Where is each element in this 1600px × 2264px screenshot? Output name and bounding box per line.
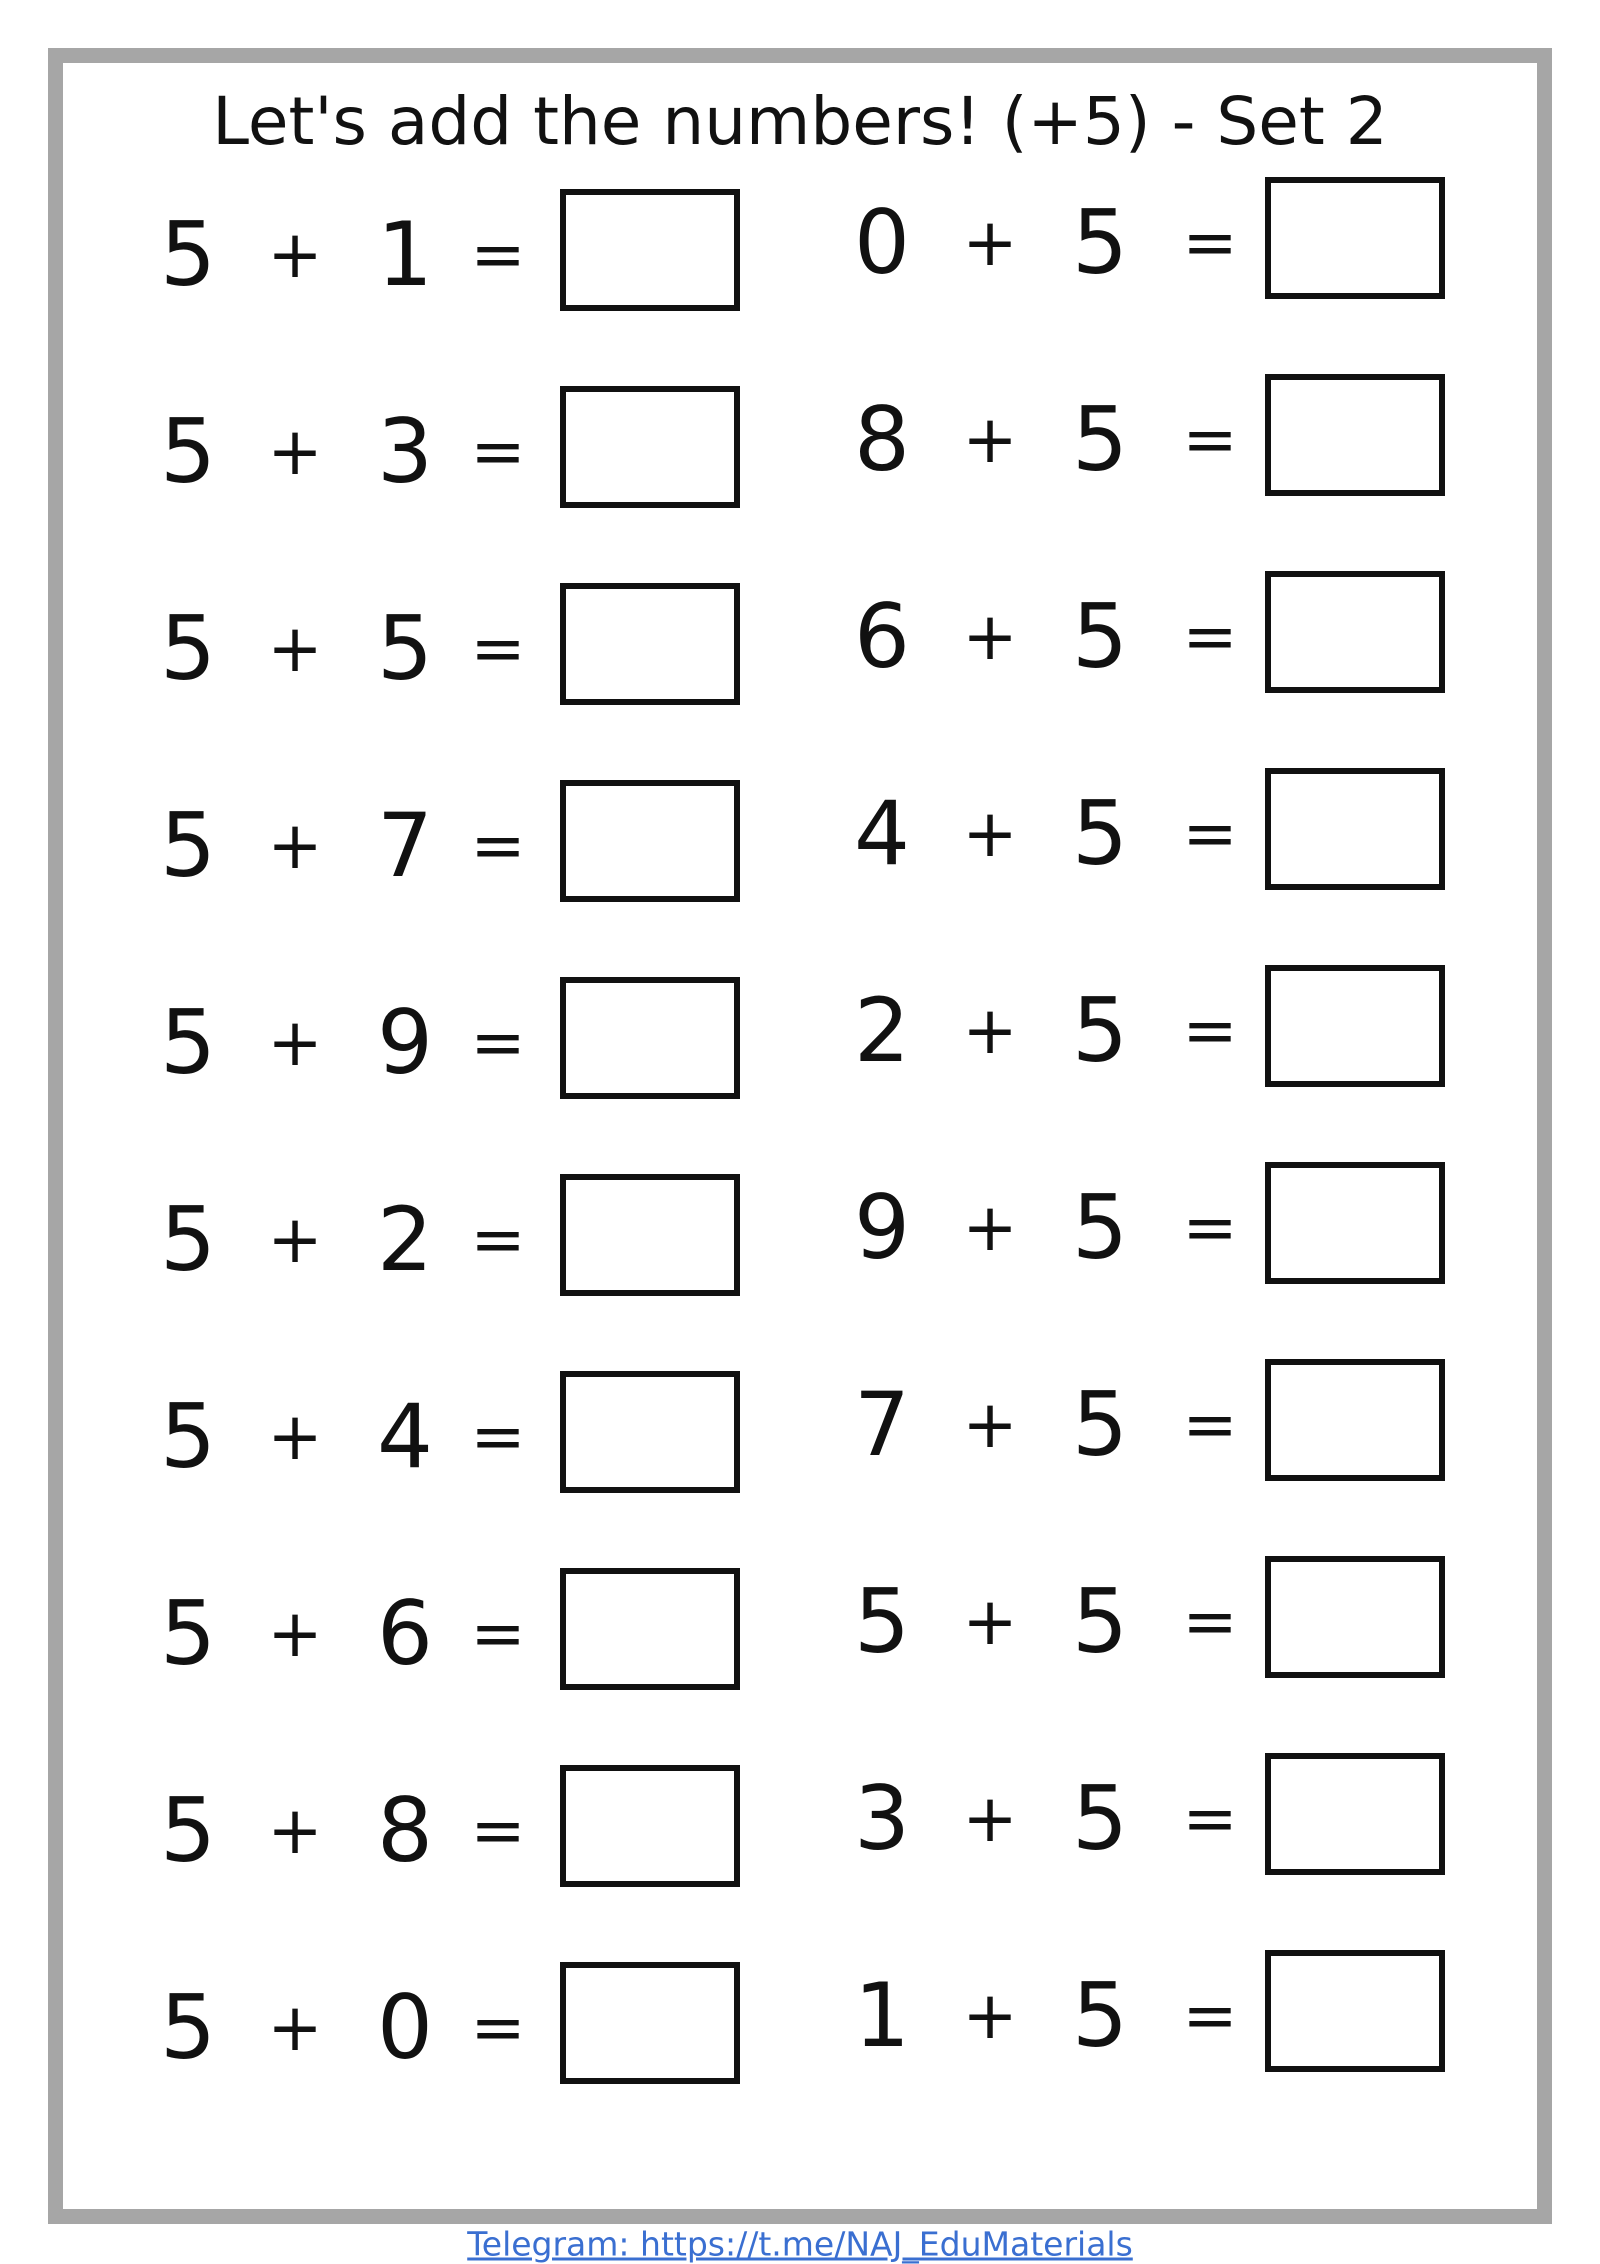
- plus-sign: +: [962, 204, 1018, 281]
- equals-sign: =: [1182, 598, 1238, 675]
- answer-box[interactable]: [560, 1962, 740, 2084]
- answer-box[interactable]: [560, 1371, 740, 1493]
- first-addend: 4: [854, 782, 910, 885]
- telegram-link[interactable]: Telegram: https://t.me/NAJ_EduMaterials: [467, 2224, 1133, 2264]
- second-addend: 5: [1072, 1176, 1128, 1279]
- math-problem: [820, 1753, 1420, 1885]
- second-addend: 8: [377, 1779, 433, 1882]
- equals-sign: =: [1182, 204, 1238, 281]
- equals-sign: =: [470, 1595, 526, 1672]
- plus-sign: +: [267, 1792, 323, 1869]
- answer-box[interactable]: [560, 189, 740, 311]
- equals-sign: =: [1182, 1583, 1238, 1660]
- math-problem: [140, 1765, 740, 1897]
- equals-sign: =: [1182, 1386, 1238, 1463]
- equals-sign: =: [470, 610, 526, 687]
- plus-sign: +: [962, 401, 1018, 478]
- second-addend: 5: [1072, 1570, 1128, 1673]
- first-addend: 5: [160, 597, 216, 700]
- plus-sign: +: [962, 1780, 1018, 1857]
- math-problem: [820, 177, 1420, 309]
- second-addend: 5: [1072, 585, 1128, 688]
- second-addend: 5: [377, 597, 433, 700]
- answer-box[interactable]: [1265, 1556, 1445, 1678]
- math-problem: [140, 1962, 740, 2094]
- math-problem: [820, 1556, 1420, 1688]
- plus-sign: +: [962, 598, 1018, 675]
- second-addend: 5: [1072, 1373, 1128, 1476]
- plus-sign: +: [267, 1989, 323, 2066]
- equals-sign: =: [470, 807, 526, 884]
- second-addend: 1: [377, 203, 433, 306]
- second-addend: 4: [377, 1385, 433, 1488]
- answer-box[interactable]: [1265, 177, 1445, 299]
- plus-sign: +: [267, 413, 323, 490]
- equals-sign: =: [1182, 795, 1238, 872]
- second-addend: 5: [1072, 1767, 1128, 1870]
- first-addend: 7: [854, 1373, 910, 1476]
- first-addend: 5: [160, 1188, 216, 1291]
- math-problem: [140, 780, 740, 912]
- first-addend: 9: [854, 1176, 910, 1279]
- first-addend: 5: [160, 1779, 216, 1882]
- plus-sign: +: [267, 1398, 323, 1475]
- answer-box[interactable]: [560, 1568, 740, 1690]
- equals-sign: =: [1182, 992, 1238, 1069]
- worksheet-title: Let's add the numbers! (+5) - Set 2: [212, 83, 1388, 160]
- equals-sign: =: [1182, 1189, 1238, 1266]
- math-problem: [820, 1162, 1420, 1294]
- first-addend: 1: [854, 1964, 910, 2067]
- math-problem: [140, 386, 740, 518]
- math-problem: [820, 965, 1420, 1097]
- plus-sign: +: [962, 1386, 1018, 1463]
- answer-box[interactable]: [1265, 965, 1445, 1087]
- first-addend: 3: [854, 1767, 910, 1870]
- first-addend: 5: [160, 991, 216, 1094]
- second-addend: 9: [377, 991, 433, 1094]
- second-addend: 5: [1072, 388, 1128, 491]
- first-addend: 6: [854, 585, 910, 688]
- plus-sign: +: [267, 216, 323, 293]
- second-addend: 5: [1072, 979, 1128, 1082]
- math-problem: [140, 583, 740, 715]
- equals-sign: =: [470, 1004, 526, 1081]
- first-addend: 8: [854, 388, 910, 491]
- equals-sign: =: [1182, 1780, 1238, 1857]
- math-problem: [820, 1359, 1420, 1491]
- equals-sign: =: [470, 413, 526, 490]
- equals-sign: =: [470, 1201, 526, 1278]
- math-problem: [820, 1950, 1420, 2082]
- plus-sign: +: [267, 1595, 323, 1672]
- second-addend: 5: [1072, 191, 1128, 294]
- first-addend: 5: [854, 1570, 910, 1673]
- second-addend: 7: [377, 794, 433, 897]
- second-addend: 0: [377, 1976, 433, 2079]
- plus-sign: +: [267, 1004, 323, 1081]
- first-addend: 5: [160, 1976, 216, 2079]
- first-addend: 0: [854, 191, 910, 294]
- answer-box[interactable]: [560, 1765, 740, 1887]
- first-addend: 5: [160, 203, 216, 306]
- second-addend: 5: [1072, 1964, 1128, 2067]
- plus-sign: +: [962, 1583, 1018, 1660]
- plus-sign: +: [267, 610, 323, 687]
- answer-box[interactable]: [560, 977, 740, 1099]
- plus-sign: +: [962, 1977, 1018, 2054]
- answer-box[interactable]: [560, 1174, 740, 1296]
- second-addend: 5: [1072, 782, 1128, 885]
- answer-box[interactable]: [1265, 1162, 1445, 1284]
- math-problem: [140, 189, 740, 321]
- equals-sign: =: [1182, 401, 1238, 478]
- equals-sign: =: [470, 1989, 526, 2066]
- equals-sign: =: [1182, 1977, 1238, 2054]
- plus-sign: +: [267, 807, 323, 884]
- answer-box[interactable]: [560, 386, 740, 508]
- plus-sign: +: [962, 1189, 1018, 1266]
- second-addend: 3: [377, 400, 433, 503]
- math-problem: [140, 1371, 740, 1503]
- first-addend: 5: [160, 1582, 216, 1685]
- answer-box[interactable]: [1265, 1950, 1445, 2072]
- equals-sign: =: [470, 1398, 526, 1475]
- answer-box[interactable]: [560, 780, 740, 902]
- math-problem: [140, 977, 740, 1109]
- second-addend: 2: [377, 1188, 433, 1291]
- math-problem: [820, 768, 1420, 900]
- answer-box[interactable]: [1265, 571, 1445, 693]
- plus-sign: +: [962, 992, 1018, 1069]
- answer-box[interactable]: [1265, 1753, 1445, 1875]
- first-addend: 5: [160, 1385, 216, 1488]
- plus-sign: +: [267, 1201, 323, 1278]
- first-addend: 2: [854, 979, 910, 1082]
- first-addend: 5: [160, 400, 216, 503]
- answer-box[interactable]: [1265, 768, 1445, 890]
- math-problem: [140, 1174, 740, 1306]
- answer-box[interactable]: [1265, 1359, 1445, 1481]
- equals-sign: =: [470, 1792, 526, 1869]
- math-problem: [820, 571, 1420, 703]
- math-problem: [820, 374, 1420, 506]
- answer-box[interactable]: [1265, 374, 1445, 496]
- equals-sign: =: [470, 216, 526, 293]
- answer-box[interactable]: [560, 583, 740, 705]
- plus-sign: +: [962, 795, 1018, 872]
- math-problem: [140, 1568, 740, 1700]
- first-addend: 5: [160, 794, 216, 897]
- second-addend: 6: [377, 1582, 433, 1685]
